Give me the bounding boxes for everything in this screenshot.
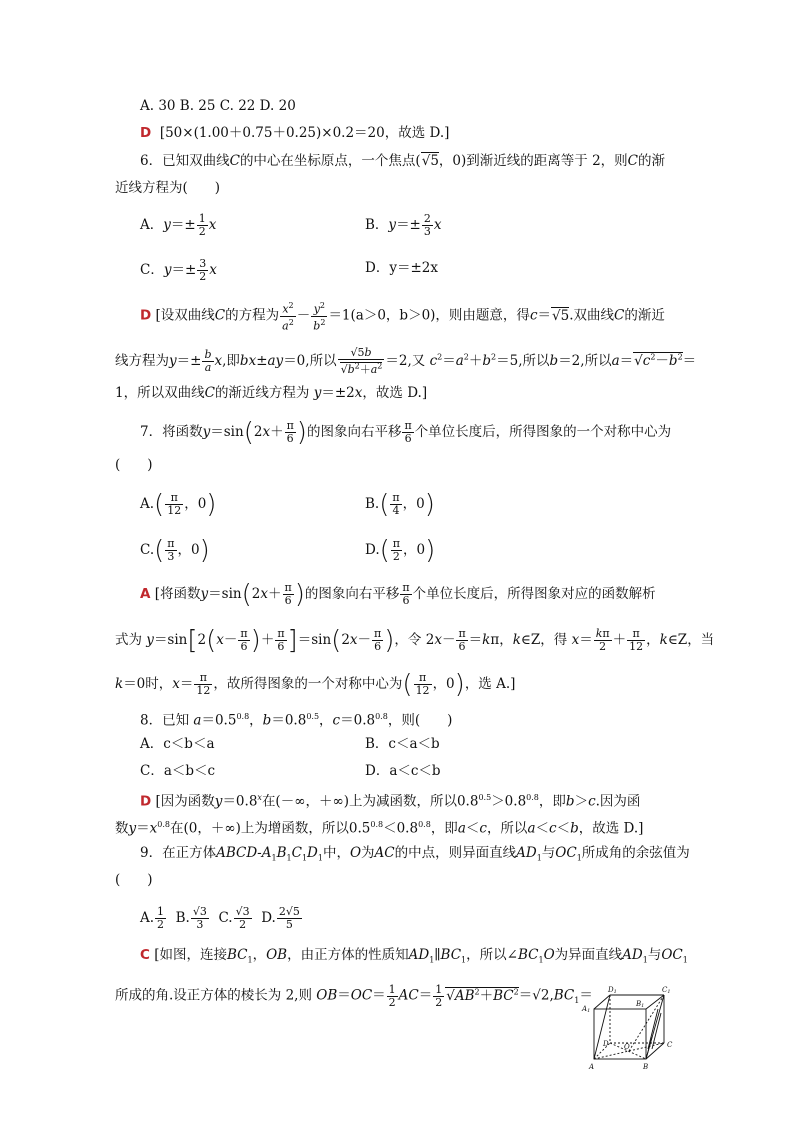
label-c: C (667, 1041, 673, 1049)
q6-stem: 6．已知双曲线C的中心在坐标原点，一个焦点(√5，0)到渐近线的距离等于 2，则C的渐 (140, 153, 666, 169)
label-d: D (603, 1040, 609, 1048)
label-c1: C1 (662, 986, 671, 995)
q7-answer: A (140, 586, 151, 602)
q6-option-b: B．y＝± $\frac{2}{3}$ x (365, 212, 442, 238)
label-b1: B1 (636, 1000, 645, 1009)
q6-option-d: D．y＝±2x (365, 260, 438, 276)
q5-solution: D [50×(1.00＋0.75＋0.25)×0.2＝20，故选 D.] (140, 125, 450, 141)
q6-answer: D (140, 307, 152, 324)
q7-option-b: B.( $\frac{\pi}{4}$ ，0) (365, 489, 435, 520)
label-a: A (589, 1063, 595, 1071)
q5-answer: D (140, 125, 152, 141)
label-b: B (643, 1063, 649, 1071)
q8-option-a: A．c＜b＜a (140, 736, 215, 752)
q5-options: A. 30 B. 25 C. 22 D. 20 (140, 98, 296, 114)
q7-stem: 7．将函数y＝sin(2x＋ $\frac{\pi}{6}$ )的图象向右平移 $\frac{\pi}{6}$ 个单位长度后，所得图象的一个对称中心为 (140, 417, 672, 448)
label-d1: D1 (608, 986, 617, 995)
label-a1: A1 (582, 1005, 591, 1014)
q6-solution-line2: 线方程为y＝± $\frac{b}{a}$ x,即bx±ay＝0,所以 $\frac{√5b}{√b^2+a^2}$ ＝2,又 $c^2=a^2+b^2=5$,所以b＝2,所以$a=√c^2-b^2=$ (115, 346, 697, 376)
q7-solution-line3: k＝0时，x＝ $\frac{\pi}{12}$ ，故所得图象的一个对称中心为( $\frac{\pi}{12}$ ，0)，选 A.] (115, 669, 516, 700)
cube-figure (578, 985, 680, 1077)
q7-option-c: C.( $\frac{\pi}{3}$ ，0) (140, 535, 210, 566)
q9-options: A. $\frac{1}{2}$ B. $\frac{√3}{3}$ C. $\frac{√3}{2}$ D. $\frac{2√5}{5}$ (140, 905, 300, 931)
q8-option-b: B．c＜a＜b (365, 736, 440, 752)
q6-solution-line1: D [设双曲线C的方程为 $\frac{x^2}{a^2}$ － $\frac{y^2}{b^2}$ ＝1(a＞0，b＞0)，则由题意，得c＝√5.双曲线C的渐近 (140, 301, 665, 333)
q7-solution-line1: A [将函数y＝sin(2x＋ $\frac{\pi}{6}$ )的图象向右平移 $\frac{\pi}{6}$ 个单位长度后，所得图象对应的函数解析 (140, 579, 656, 610)
q6-option-c: C．y＝± $\frac{3}{2}$ x (140, 257, 217, 283)
q6-option-a: A．y＝± $\frac{1}{2}$ x (140, 212, 217, 238)
label-o: O (624, 1043, 630, 1051)
q8-stem: 8．已知 $a=0.5^{0.8}$，$b=0.8^{0.5}$，$c=0.8^{0.8}$，则( ) (140, 712, 453, 729)
q7-solution-line2: 式为 y＝sin[2(x－ $\frac{\pi}{6}$ )＋ $\frac{\pi}{6}$ ]＝sin(2x－ $\frac{\pi}{6}$ )，令 2x－ $\frac{\pi}{6}$ ＝kπ，k∈Z，得 x＝ $\frac{k\pi}{2}$ ＋ $\frac{\pi}{12}$ ，k∈Z，当 (115, 625, 715, 656)
q9-stem-line2: ( ) (115, 872, 153, 888)
q7-option-d: D.( $\frac{\pi}{2}$ ，0) (365, 535, 436, 566)
q6-solution-line3: 1，所以双曲线C的渐近线方程为 y＝±2x，故选 D.] (115, 385, 428, 401)
q9-solution-line2: 所成的角.设正方体的棱长为 2,则 OB＝OC＝ $\frac{1}{2}$ AC＝ $\frac{1}{2}$ $√AB^2+BC^2=√2,BC_1=$ (115, 982, 593, 1009)
q8-option-d: D．a＜c＜b (365, 763, 441, 779)
q9-stem: 9．在正方体ABCD-$A_1B_1C_1D_1$中，O为AC的中点，则异面直线$AD_1$与$OC_1$所成角的余弦值为 (140, 845, 690, 863)
q8-solution-line1: D [因为函数$y=0.8^x$在(－∞，＋∞)上为减函数，所以$0.8^{0.5}>0.8^{0.8}$，即b＞c.因为函 (140, 793, 641, 810)
q8-solution-line2: 数$y=x^{0.8}$在(0，＋∞)上为增函数，所以$0.5^{0.8}<0.8^{0.8}$，即a＜c，所以a＜c＜b，故选 D.] (115, 820, 644, 837)
q7-option-a: A.( $\frac{\pi}{12}$ ，0) (140, 489, 217, 520)
q7-stem-line2: ( ) (115, 457, 153, 473)
q9-solution-line1: C [如图，连接$BC_1$，OB，由正方体的性质知$AD_1\parallel BC_1$，所以$\angle BC_1O$为异面直线$AD_1$与$OC_1$ (140, 947, 688, 965)
q8-option-c: C．a＜b＜c (140, 763, 216, 779)
q9-answer: C (140, 947, 150, 963)
q8-answer: D (140, 793, 152, 810)
q6-stem-line2: 近线方程为( ) (115, 180, 221, 196)
